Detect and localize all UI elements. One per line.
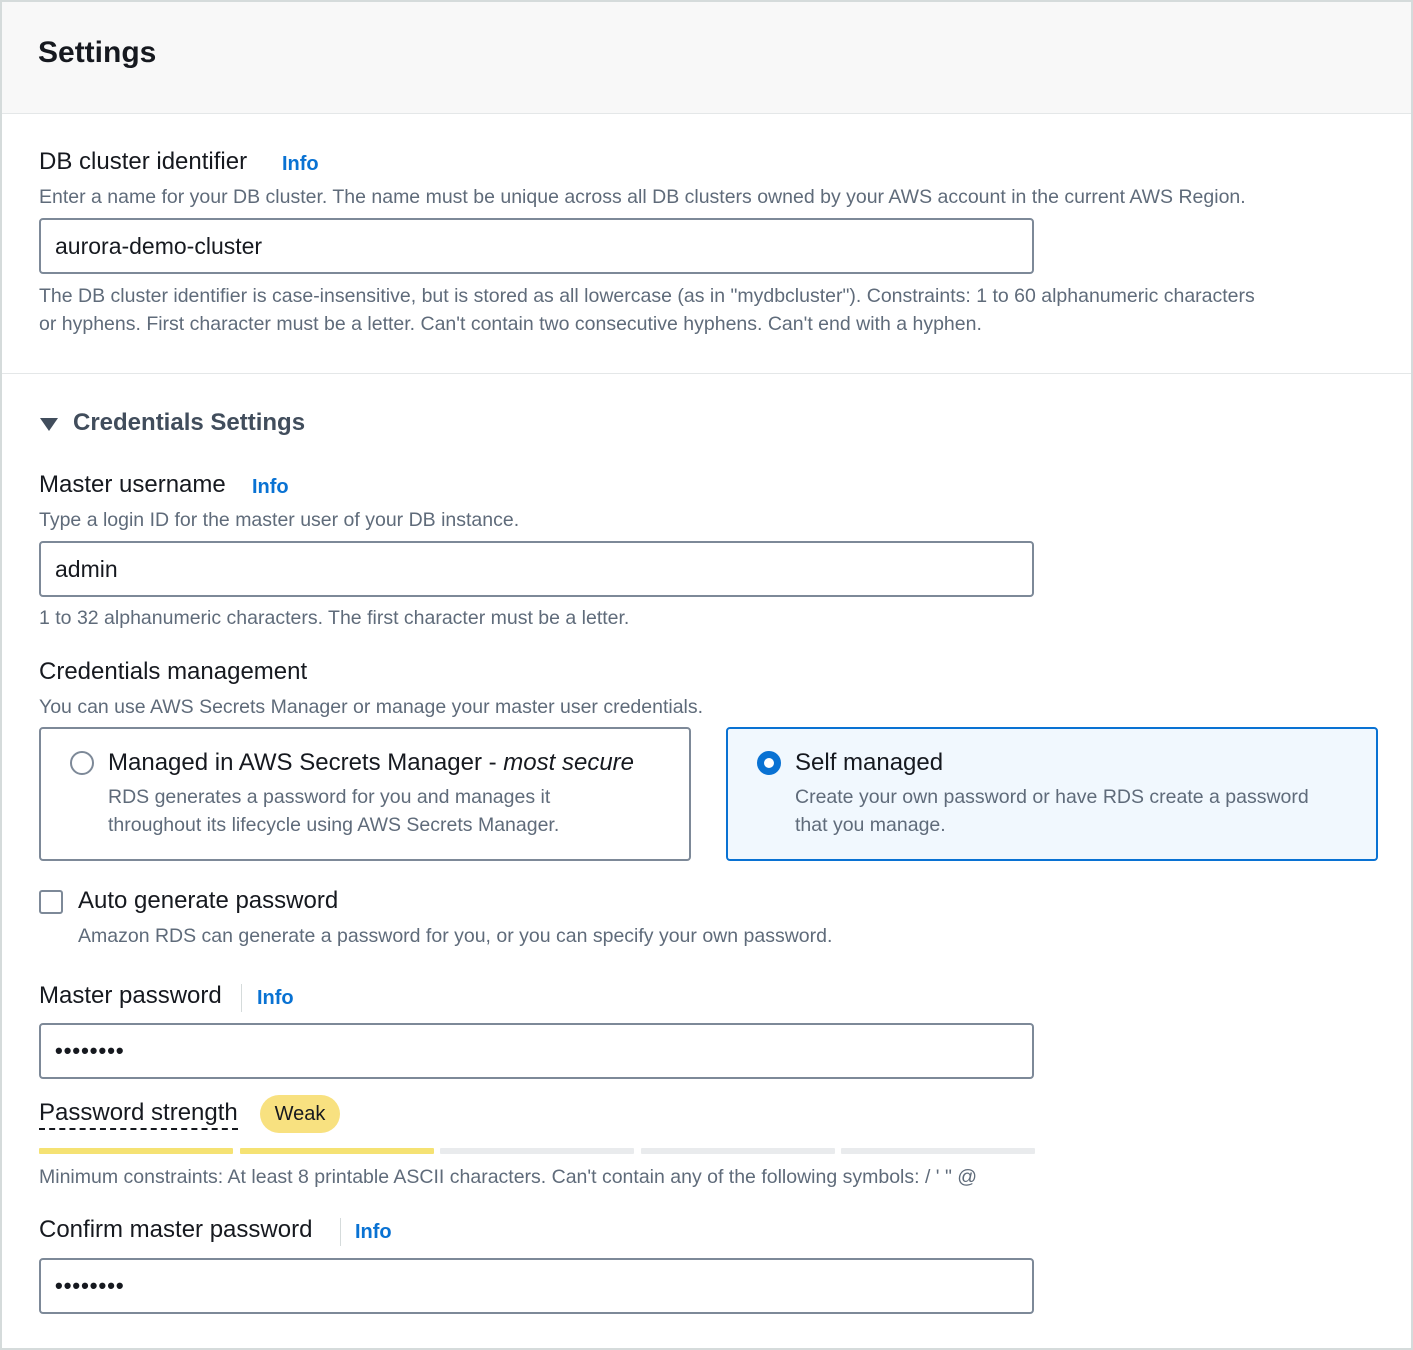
db-cluster-constraint-line1: The DB cluster identifier is case-insensitive, but is stored as all lowercase (as in "mydbcluster"). Constraints: 1 to 60 alphanumeric characters (39, 285, 1255, 307)
panel-header (2, 2, 1411, 114)
auto-generate-password-checkbox[interactable] (39, 890, 63, 914)
confirm-password-info-link[interactable]: Info (355, 1221, 392, 1243)
secrets-manager-option-title: Managed in AWS Secrets Manager - most secure (108, 749, 635, 776)
credentials-settings-toggle[interactable]: Credentials Settings (73, 409, 306, 436)
page-title: Settings (38, 36, 157, 69)
caret-down-icon[interactable] (40, 418, 58, 431)
password-strength-label[interactable]: Password strength (39, 1099, 238, 1130)
label-separator (340, 1218, 341, 1246)
credentials-management-label: Credentials management (39, 658, 308, 685)
strength-segment-empty (440, 1148, 634, 1154)
strength-segment-empty (641, 1148, 835, 1154)
credentials-management-description: You can use AWS Secrets Manager or manage your master user credentials. (39, 696, 704, 718)
radio-selected-icon[interactable] (757, 751, 781, 775)
confirm-password-input[interactable]: •••••••• (39, 1258, 1034, 1314)
master-password-input[interactable]: •••••••• (39, 1023, 1034, 1079)
confirm-password-label: Confirm master password (39, 1216, 313, 1243)
db-cluster-identifier-input[interactable]: aurora-demo-cluster (39, 218, 1034, 274)
self-managed-option-description: Create your own password or have RDS create a password that you manage. (795, 786, 1309, 836)
radio-unselected-icon[interactable] (70, 751, 94, 775)
label-separator (241, 984, 242, 1012)
db-cluster-constraint-line2: or hyphens. First character must be a letter. Can't contain two consecutive hyphens. Can't end with a hyphen. (39, 313, 982, 335)
secrets-manager-option-description: RDS generates a password for you and manages it throughout its lifecycle using AWS Secrets Manager. (108, 786, 560, 836)
master-username-description: Type a login ID for the master user of your DB instance. (39, 509, 520, 531)
password-constraint: Minimum constraints: At least 8 printable ASCII characters. Can't contain any of the following symbols: / ' " @ (39, 1166, 978, 1188)
master-username-label: Master username (39, 471, 226, 498)
section-divider (2, 373, 1411, 374)
auto-generate-password-label[interactable]: Auto generate password (78, 887, 339, 914)
db-cluster-description: Enter a name for your DB cluster. The name must be unique across all DB clusters owned by your AWS account in the current AWS Region. (39, 186, 1246, 208)
master-username-constraint: 1 to 32 alphanumeric characters. The first character must be a letter. (39, 607, 630, 629)
master-username-input[interactable]: admin (39, 541, 1034, 597)
password-strength-badge: Weak (260, 1095, 340, 1133)
db-cluster-identifier-label: DB cluster identifier (39, 148, 248, 175)
auto-generate-password-description: Amazon RDS can generate a password for you, or you can specify your own password. (78, 925, 833, 947)
master-username-info-link[interactable]: Info (252, 476, 289, 498)
db-cluster-info-link[interactable]: Info (282, 153, 319, 175)
master-password-info-link[interactable]: Info (257, 987, 294, 1009)
master-password-label: Master password (39, 982, 222, 1009)
strength-segment-filled (39, 1148, 233, 1154)
secrets-manager-option-tile[interactable] (39, 727, 691, 861)
self-managed-option-title: Self managed (795, 749, 944, 776)
strength-segment-empty (841, 1148, 1035, 1154)
strength-segment-filled (240, 1148, 434, 1154)
self-managed-option-tile[interactable] (726, 727, 1378, 861)
